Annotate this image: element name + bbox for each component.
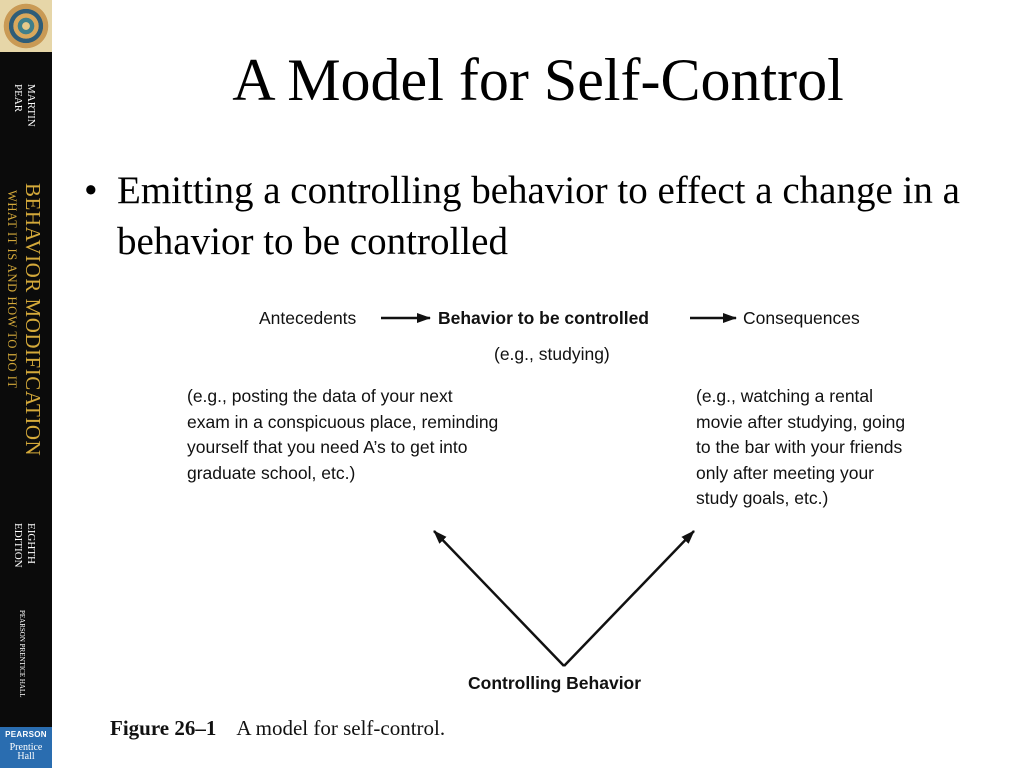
spine-publisher: PEARSON PRENTICE HALL (18, 610, 26, 698)
bullet-marker: • (84, 169, 98, 212)
spine-subtitle: WHAT IT IS AND HOW TO DO IT (5, 190, 19, 389)
pearson-label: PEARSON (5, 730, 47, 739)
spine-title: BEHAVIOR MODIFICATION (21, 183, 45, 457)
spine-authors: MARTIN PEAR (12, 84, 37, 127)
behavior-to-be-controlled-label: Behavior to be controlled (438, 308, 649, 328)
antecedents-example: (e.g., posting the data of your next exam in a conspicuous place, reminding yourself that you need A’s to get into graduate school, etc.) (187, 386, 499, 483)
prentice-hall-label: Prentice Hall (9, 742, 43, 762)
arrow-controlling-to-consequences (564, 531, 694, 666)
antecedents-label: Antecedents (259, 308, 357, 328)
controlling-behavior-label: Controlling Behavior (468, 673, 642, 693)
figure-caption-text: A model for self-control. (236, 716, 446, 740)
consequences-example: (e.g., watching a rental movie after studying, going to the bar with your friends only after meeting your study goals, etc.) (696, 386, 906, 508)
studying-example: (e.g., studying) (494, 344, 610, 364)
consequences-label: Consequences (743, 308, 860, 328)
figure-caption (110, 716, 445, 741)
bullet-text: Emitting a controlling behavior to effect a change in a behavior to be controlled (117, 169, 960, 263)
slide-title: A Model for Self-Control (232, 47, 844, 113)
spine-edition: EIGHTH EDITION (12, 523, 37, 568)
figure-number: Figure 26–1 (110, 716, 217, 740)
arrow-controlling-to-antecedents (434, 531, 564, 666)
